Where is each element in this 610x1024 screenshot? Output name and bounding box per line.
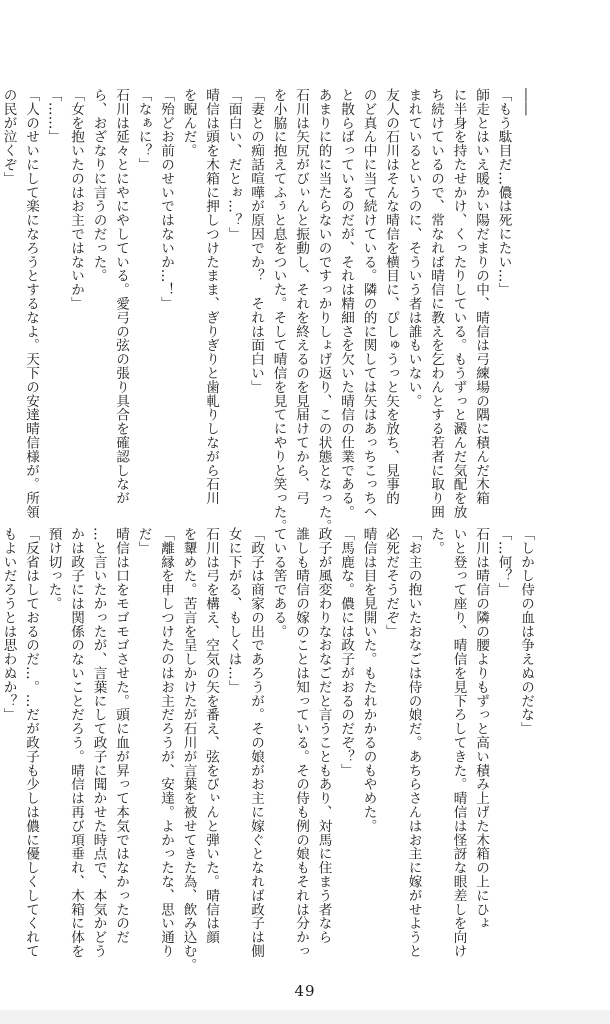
text-line: の民が泣くぞ」 bbox=[0, 88, 17, 186]
text-line: 石川は晴信の隣の腰よりもずっと高い積み上げた木箱の上にひょ bbox=[473, 527, 489, 931]
text-block-lower bbox=[0, 527, 537, 972]
text-line: 晴信は口をモゴモゴさせた。頭に血が昇って本気ではなかったのだ bbox=[113, 527, 129, 944]
text-line: …と言いたかったが、言葉にして政子に聞かせた時点で、本気かどう bbox=[90, 527, 107, 958]
text-block-upper bbox=[0, 88, 537, 533]
text-line: 女に下がる、もしくは…」 bbox=[225, 527, 242, 694]
text-line: あまりに的に当たらないのですっかりしょげ返り、この状態となった。 bbox=[315, 88, 332, 533]
text-line: 「反省はしておるのだ…。…だが政子も少しは儂に優しくしてくれて bbox=[23, 527, 39, 958]
text-line: 誰しも晴信の嫁のことは知っている。その侍も例の娘もそれは分かっ bbox=[293, 527, 309, 958]
text-line: 「……」 bbox=[45, 88, 62, 144]
text-line: 「もう駄目だ…儂は死にたい…」 bbox=[495, 88, 512, 297]
text-line: を小脇に抱えてふぅと息をついた。そして晴信を見てにやりと笑った。 bbox=[270, 88, 287, 533]
text-line: のど真ん中に当て続けている。隣の的に関しては矢はあっちこっちへ bbox=[360, 88, 377, 519]
text-line: 師走とはいえ暖かい陽だまりの中、晴信は弓練場の隅に積んだ木箱 bbox=[473, 88, 489, 505]
text-line: 「しかし侍の血は争えぬのだな」 bbox=[518, 527, 534, 736]
text-line: を睨んだ。 bbox=[180, 88, 197, 158]
text-line: 「人のせいにして楽になろうとするなよ。天下の安達晴信様が。所領 bbox=[23, 88, 39, 519]
text-line: 晴信は頭を木箱に押しつけたまま、ぎりぎりと歯軋りしながら石川 bbox=[203, 88, 219, 505]
text-line: 「お主の抱いたおなごは侍の娘だ。あちらさんはお主に嫁がせようと bbox=[405, 527, 422, 958]
text-line: 石川は弓を構え、空気の矢を番え、弦をびぃんと弾いた。晴信は顔 bbox=[203, 527, 219, 944]
text-line: だ」 bbox=[135, 527, 152, 555]
text-line: 友人の石川はそんな晴信を横目に、ぴしゅうっと矢を放ち、見事的 bbox=[383, 88, 399, 505]
text-line: 晴信は目を見開いた。もたれかかるのもやめた。 bbox=[360, 527, 377, 833]
text-line: 「なぁに？」 bbox=[135, 88, 152, 172]
text-line: まれているというのに、そういう者は誰もいない。 bbox=[405, 88, 422, 408]
text-line: 「…何？」 bbox=[495, 527, 512, 597]
text-line: 政子が風変わりなおなごだと言うこともあり、対馬に住まう者なら bbox=[315, 527, 332, 944]
page-number: 49 bbox=[294, 982, 316, 1000]
text-line: た。 bbox=[428, 527, 444, 555]
text-line: 石川は延々とにやにやしている。愛弓の弦の張り具合を確認しなが bbox=[113, 88, 129, 505]
text-line: ち続けているので、常なれば晴信に教えを乞わんとする若者に取り囲 bbox=[428, 88, 444, 519]
text-line: 「殆どお前のせいではないか…！」 bbox=[158, 88, 174, 311]
text-line: 「女を抱いたのはお主ではないか」 bbox=[68, 88, 84, 311]
text-line: に半身を持たせかけ、くったりしている。もうずっと澱んだ気配を放 bbox=[450, 88, 467, 519]
text-line: ―― bbox=[518, 88, 534, 116]
page-bottom-bar bbox=[0, 1010, 610, 1024]
text-line: いと登って座り、晴信を見下ろしてきた。晴信は怪訝な眼差しを向け bbox=[450, 527, 467, 958]
text-line: を顰めた。苦言を呈しかけたが石川が言葉を被せてきた為、飲み込む。 bbox=[180, 527, 197, 972]
text-line: 「離縁を申しつけたのはお主だろうが、安達。よかったな、思い通り bbox=[158, 527, 174, 958]
text-line: 「妻との痴話喧嘩が原因でか？ それは面白い」 bbox=[248, 88, 264, 394]
text-line: かは政子には関係のないことだろう。晴信は再び項垂れ、木箱に体を bbox=[68, 527, 84, 958]
text-line: ら、おざなりに言うのだった。 bbox=[90, 88, 107, 283]
text-line: 必死だそうだぞ」 bbox=[383, 527, 399, 639]
text-line: 「馬鹿な。儂には政子がおるのだぞ？」 bbox=[338, 527, 354, 778]
text-line: ている筈である。 bbox=[270, 527, 287, 639]
text-line: と散らばっているのだが、それは精細さを欠いた晴信の仕業である。 bbox=[338, 88, 354, 519]
text-line: 石川は矢尻がびぃんと振動し、それを終えるのを見届けてから、弓 bbox=[293, 88, 309, 505]
text-line: 「面白い、だとぉ…？」 bbox=[225, 88, 242, 241]
text-line: 「政子は商家の出であろうが。その娘がお主に嫁ぐとなれば政子は側 bbox=[248, 527, 264, 958]
text-line: 預け切った。 bbox=[45, 527, 62, 611]
text-line: もよいだろうとは思わぬか？」 bbox=[0, 527, 17, 722]
